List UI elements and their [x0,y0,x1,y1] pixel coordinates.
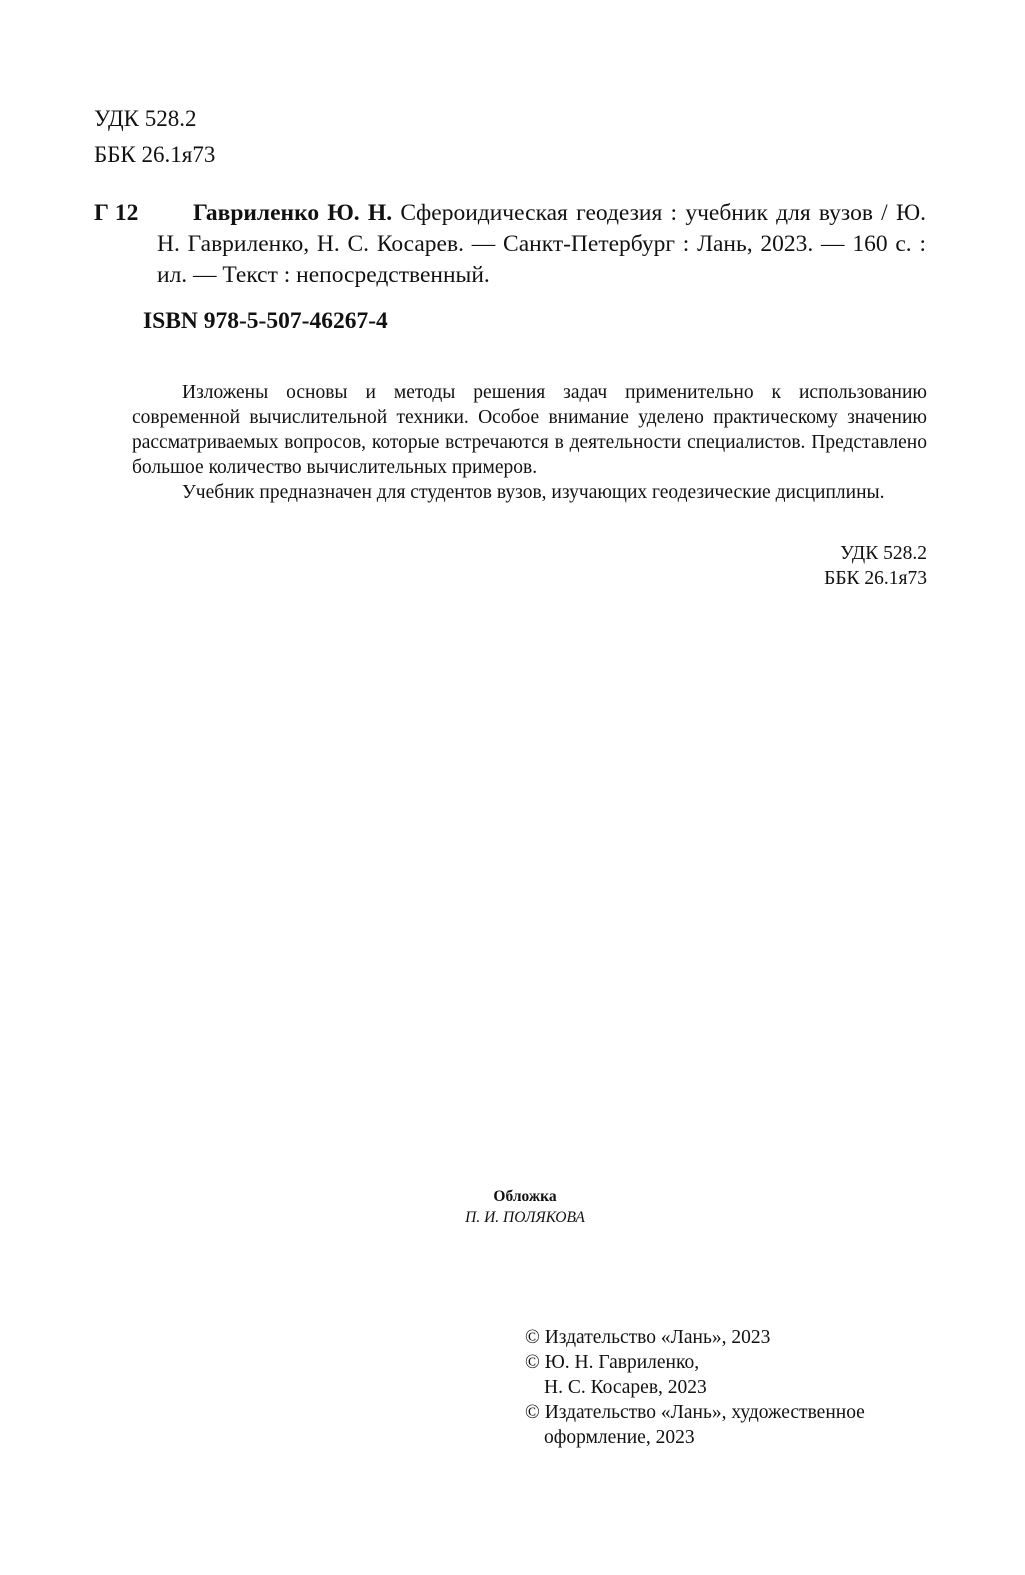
cover-credit [380,1186,670,1228]
copyright-block [525,1325,865,1450]
copyright-line: © Ю. Н. Гавриленко, [525,1352,700,1373]
bbk-code-top: ББК 26.1я73 [94,142,216,167]
copyright-line: © Издательство «Лань», художественное [525,1402,865,1423]
author-name: Гавриленко Ю. Н. [193,200,393,226]
udk-code-top: УДК 528.2 [94,106,197,131]
copyright-line: оформление, 2023 [544,1427,695,1448]
copyright-line: © Издательство «Лань», 2023 [525,1327,771,1348]
isbn: ISBN 978-5-507-46267-4 [143,308,388,334]
udk-code: УДК 528.2 [840,543,927,564]
cover-designer: П. И. ПОЛЯКОВА [465,1209,585,1226]
cover-label: Обложка [493,1188,557,1205]
bbk-code: ББК 26.1я73 [824,568,927,589]
abstract-paragraph: Учебник предназначен для студентов вузов, изучающих геодезические дисциплины. [182,482,885,503]
book-description: Сфероидическая геодезия : учебник для вузов / Ю. Н. Гавриленко, Н. С. Косарев. — Санкт-Петербург : Лань, 2023. — 160 с. : ил. — Текст : непосредственный. [157,200,927,288]
author-mark: Г 12 [94,200,139,226]
abstract-paragraph: Изложены основы и методы решения задач применительно к использованию современной вычислительной техники. Особое внимание уделено практическому значению рассматриваемых вопросов, которые встречаются в деятельности специалистов. Представлено большое количество вычислительных примеров. [132,382,927,478]
classification-codes [700,541,927,591]
copyright-line: Н. С. Косарев, 2023 [544,1377,707,1398]
abstract [132,380,927,505]
bibliographic-description [157,198,926,291]
